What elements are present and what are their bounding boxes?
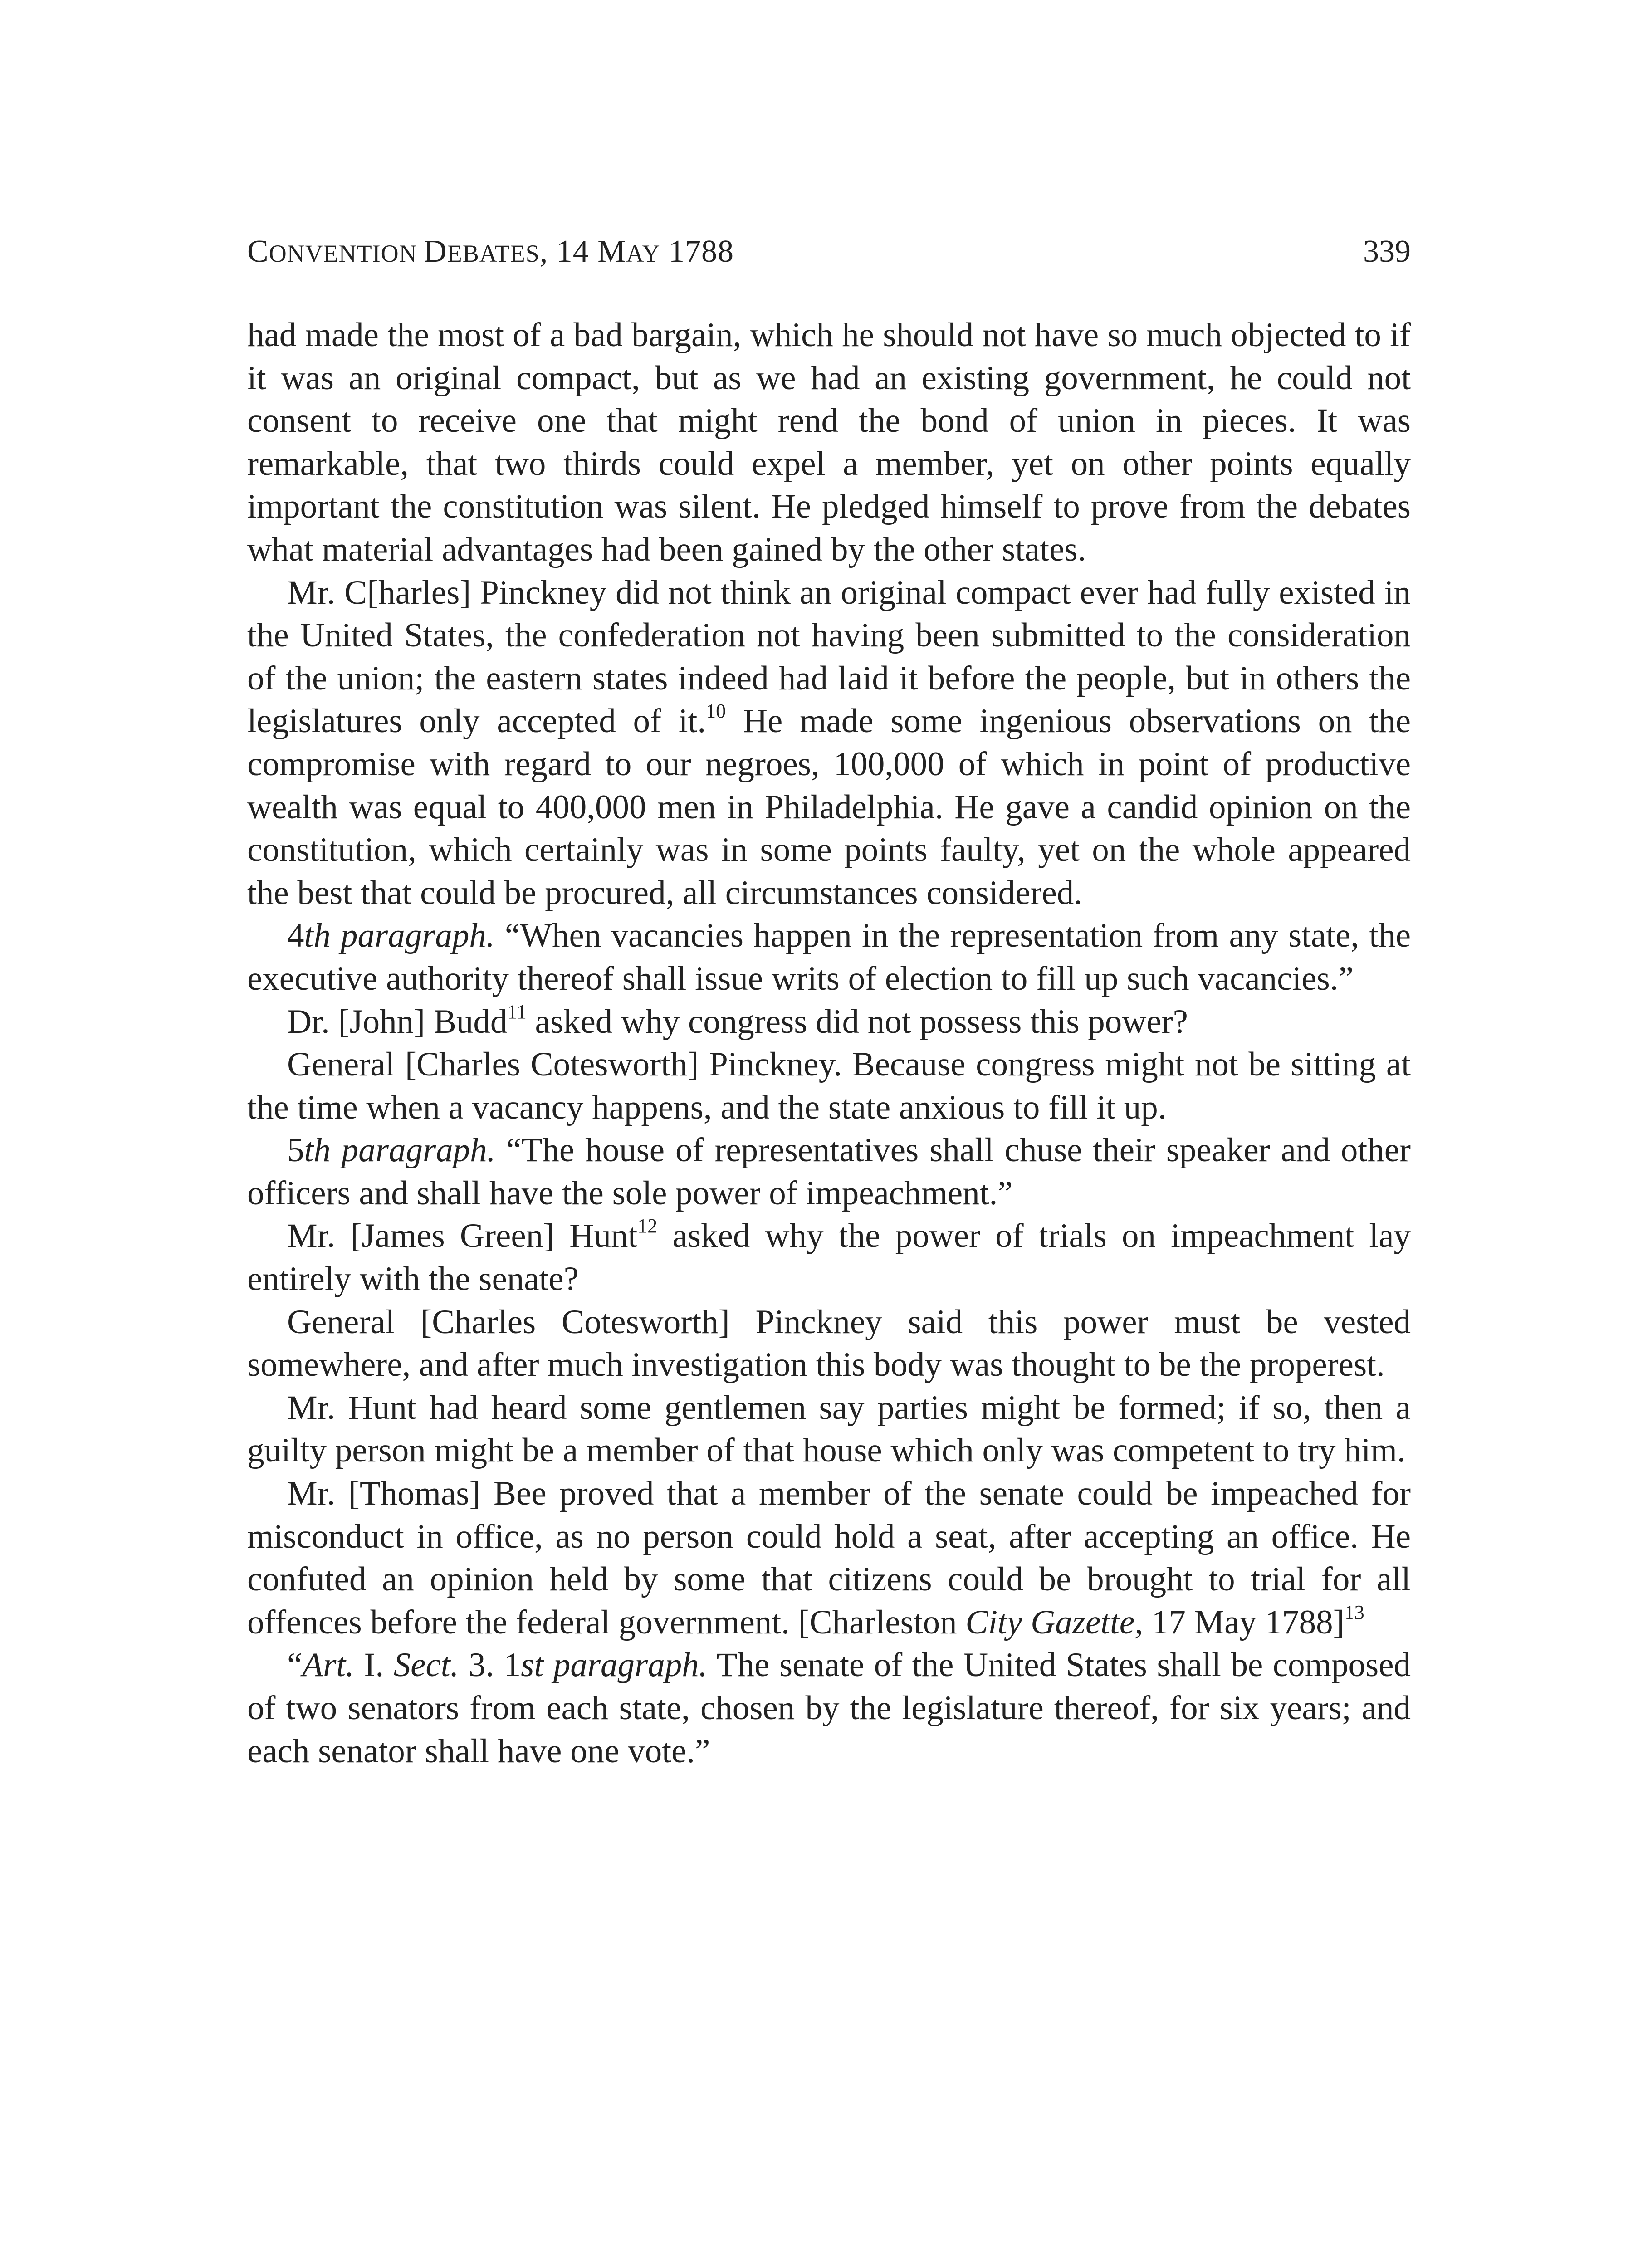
running-head: CONVENTION DEBATES, 14 MAY 1788 (247, 234, 734, 269)
paragraph: 4th paragraph. “When vacancies happen in the representation from any state, the executive authority thereof shall issue writs of election to fill up such vacancies.” (247, 917, 1411, 997)
paragraph: General [Charles Cotesworth] Pinckney. Because congress might not be sitting at the time when a vacancy happens, and the state anxious to fill it up. (247, 1046, 1411, 1126)
body-text (247, 314, 1411, 1773)
footnote-marker: 13 (1344, 1601, 1364, 1623)
paragraph: had made the most of a bad bargain, which he should not have so much objected to if it was an original compact, but as we had an existing government, he could not consent to receive one that might rend the bond of union in pieces. It was remarkable, that two thirds could expel a member, yet on other points equally important the constitution was silent. He pledged himself to prove from the debates what material advantages had been gained by the other states. (247, 316, 1411, 568)
footnote-marker: 12 (637, 1215, 658, 1237)
page-header (247, 227, 1411, 277)
footnote-marker: 11 (507, 1000, 527, 1023)
footnote-marker: 10 (706, 700, 726, 723)
paragraph: Mr. Hunt had heard some gentlemen say parties might be formed; if so, then a guilty person might be a member of that house which only was competent to try him. (247, 1388, 1411, 1470)
page-number: 339 (1363, 234, 1411, 269)
paragraph: General [Charles Cotesworth] Pinckney said this power must be vested somewhere, and after much investigation this body was thought to be the properest. (247, 1303, 1411, 1384)
paragraph: “Art. I. Sect. 3. 1st paragraph. The senate of the United States shall be composed of two senators from each state, chosen by the legislature thereof, for six years; and each senator shall have one vote.” (247, 1646, 1411, 1770)
paragraph: Mr. C[harles] Pinckney did not think an original compact ever had fully existed in the United States, the confederation not having been submitted to the consideration of the union; the eastern states indeed had laid it before the people, but in others the legislatures only accepted of it.$^{10}$ He made some ingenious observations on the compromise with regard to our negroes, 100,000 of which in point of productive wealth was equal to 400,000 men in Philadelphia. He gave a candid opinion on the constitution, which certainly was in some points faulty, yet on the whole appeared the best that could be procured, all circumstances considered. (247, 573, 1411, 912)
paragraph: Mr. [Thomas] Bee proved that a member of the senate could be impeached for misconduct in office, as no person could hold a seat, after accepting an office. He confuted an opinion held by some that citizens could be brought to trial for all offences before the federal government. [Charleston City Gazette, 17 May 1788]$^{13}$ (247, 1475, 1411, 1641)
paragraph: Mr. [James Green] Hunt$^{12}$ asked why the power of trials on impeachment lay entirely with the senate? (247, 1215, 1411, 1298)
paragraph: 5th paragraph. “The house of representatives shall chuse their speaker and other officers and shall have the sole power of impeachment.” (247, 1131, 1411, 1212)
paragraph: Dr. [John] Budd$^{11}$ asked why congress did not possess this power? (287, 1000, 1188, 1041)
